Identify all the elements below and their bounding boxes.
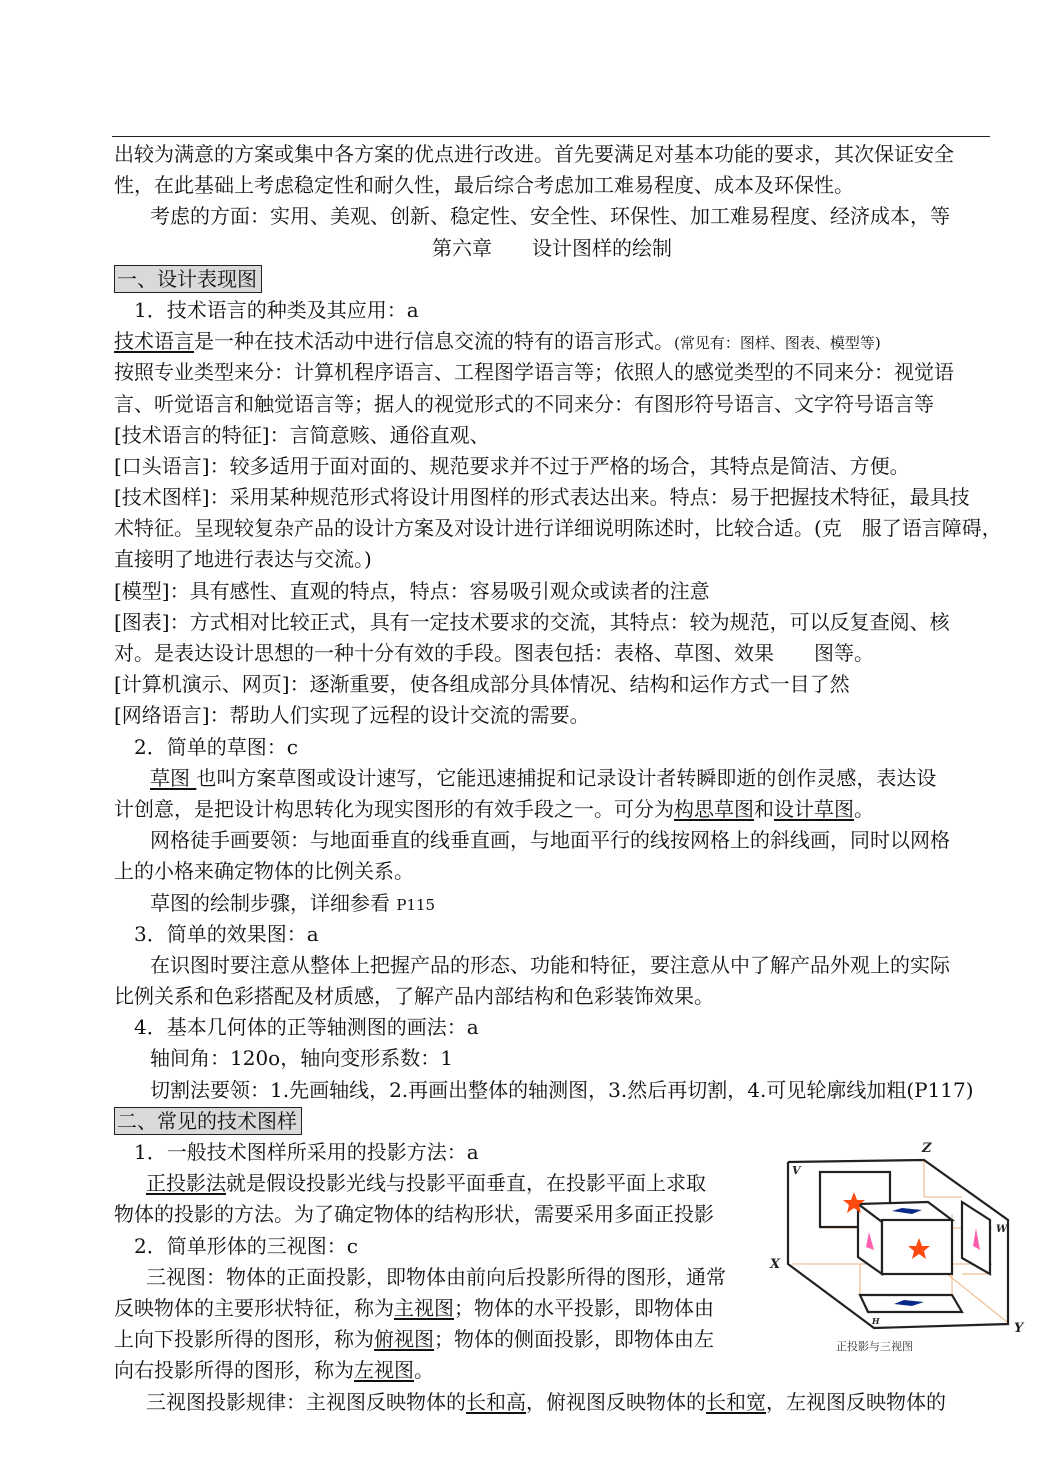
text-segment: 物体的投影的方法。为了确定物体的结构形状，需要采用多面正投影 — [114, 1202, 714, 1227]
text-line — [114, 451, 990, 482]
text-segment: 言、听觉语言和触觉语言等；据人的视觉形式的不同来分：有图形符号语言、文字符号语言等 — [114, 391, 934, 416]
text-segment: [网络语言]：帮助人们实现了远程的设计交流的需要。 — [114, 703, 590, 728]
text-line — [114, 420, 990, 451]
text-segment: P115 — [396, 895, 436, 914]
text-segment: 考虑的方面：实用、美观、创新、稳定性、安全性、环保性、加工难易程度、经济成本，等 — [150, 204, 950, 229]
text-line — [114, 825, 990, 856]
text-segment: 计创意，是把设计构思转化为现实图形的有效手段之一。可分为 — [114, 796, 674, 821]
text-line — [114, 482, 990, 513]
key-term: 正投影法 — [146, 1171, 226, 1196]
text-line — [114, 669, 990, 700]
header-rule — [112, 136, 990, 137]
text-line — [114, 295, 990, 326]
text-segment: 比例关系和色彩搭配及材质感，了解产品内部结构和色彩装饰效果。 — [114, 984, 714, 1009]
text-segment: 就是假设投影光线与投影平面垂直，在投影平面上求取 — [226, 1171, 706, 1196]
text-segment: 第六章 设计图样的绘制 — [432, 235, 672, 260]
text-segment: 对。是表达设计思想的一种十分有效的手段。图表包括：表格、草图、效果 图等。 — [114, 641, 874, 665]
text-line — [114, 700, 990, 731]
text-line — [114, 544, 990, 575]
axis-label-v: V — [792, 1164, 801, 1177]
axis-label-w: W — [996, 1224, 1008, 1235]
text-line — [114, 170, 990, 201]
text-segment: [口头语言]：较多适用于面对面的、规范要求并不过于严格的场合，其特点是简洁、方便。 — [114, 453, 910, 478]
key-term: 技术语言 — [114, 329, 194, 354]
text-segment: 三视图投影规律：主视图反映物体的 — [146, 1389, 466, 1414]
text-segment: 草图的绘制步骤，详细参看 — [150, 890, 397, 915]
text-segment: 是一种在技术活动中进行信息交流的特有的语言形式。 — [194, 329, 674, 354]
text-segment: 上的小格来确定物体的比例关系。 — [114, 859, 414, 884]
text-line — [114, 1387, 990, 1418]
text-line — [114, 201, 990, 232]
text-segment: 4．基本几何体的正等轴测图的画法：a — [134, 1015, 479, 1040]
text-segment: 切割法要领：1.先画轴线，2.再画出整体的轴测图，3.然后再切割，4.可见轮廓线加粗(P117) — [150, 1077, 974, 1102]
text-line — [114, 326, 990, 357]
text-segment: 直接明了地进行表达与交流。) — [114, 547, 372, 572]
text-line — [114, 919, 990, 950]
key-term: 设计草图 — [774, 796, 854, 821]
text-line — [114, 638, 990, 669]
text-segment: 轴间角：120o，轴向变形系数：1 — [150, 1046, 453, 1071]
text-line — [114, 1043, 990, 1074]
text-segment: 2．简单形体的三视图：c — [134, 1233, 358, 1258]
text-segment: 出较为满意的方案或集中各方案的优点进行改进。首先要满足对基本功能的要求，其次保证安全 — [114, 142, 954, 166]
key-term: 构思草图 — [674, 796, 754, 821]
key-term: 草图 — [150, 765, 197, 790]
text-segment: 3．简单的效果图：a — [134, 921, 319, 946]
text-line — [114, 1168, 778, 1199]
axis-label-x: X — [770, 1257, 781, 1272]
text-segment: ，左视图反映物体的 — [766, 1389, 946, 1414]
text-line — [114, 950, 990, 981]
key-term: 长和高 — [466, 1389, 526, 1414]
text-line — [114, 763, 990, 794]
text-segment: [技术图样]：采用某种规范形式将设计用图样的形式表达出来。特点：易于把握技术特征，最具技 — [114, 485, 970, 510]
section-heading: 二、常见的技术图样 — [114, 1107, 302, 1135]
text-segment: 1．技术语言的种类及其应用：a — [134, 297, 419, 322]
text-line — [114, 1355, 746, 1386]
key-term: 主视图 — [394, 1295, 454, 1320]
text-segment: 三视图：物体的正面投影，即物体由前向后投影所得的图形，通常 — [146, 1264, 726, 1289]
text-segment: 。 — [414, 1358, 434, 1383]
text-segment: [图表]：方式相对比较正式，具有一定技术要求的交流，其特点：较为规范，可以反复查阅、核 — [114, 609, 950, 634]
text-segment: 2．简单的草图：c — [134, 734, 298, 759]
text-line — [114, 732, 990, 763]
axis-label-z: Z — [922, 1141, 932, 1156]
text-line — [114, 576, 990, 607]
text-segment: 上向下投影所得的图形，称为 — [114, 1327, 374, 1352]
text-segment: 和 — [754, 796, 774, 821]
text-line — [114, 1137, 766, 1168]
text-line — [114, 794, 990, 825]
text-segment: 性，在此基础上考虑稳定性和耐久性，最后综合考虑加工难易程度、成本及环保性。 — [114, 173, 854, 198]
text-line — [114, 233, 990, 264]
text-line — [114, 888, 990, 919]
text-segment: 反映物体的主要形状特征，称为 — [114, 1295, 394, 1320]
section-heading: 一、设计表现图 — [114, 265, 262, 293]
key-term: 俯视图 — [374, 1327, 434, 1352]
text-segment: [技术语言的特征]：言简意赅、通俗直观、 — [114, 422, 490, 447]
text-segment: 术特征。呈现较复杂产品的设计方案及对设计进行详细说明陈述时，比较合适。(克 服了语言障碍， — [114, 516, 1002, 541]
text-line — [114, 1293, 746, 1324]
text-segment: 网格徒手画要领：与地面垂直的线垂直画，与地面平行的线按网格上的斜线画，同时以网格 — [150, 828, 950, 853]
axis-label-h: H — [872, 1316, 880, 1326]
text-line — [114, 1324, 746, 1355]
text-segment: 1．一般技术图样所采用的投影方法：a — [134, 1140, 479, 1164]
text-segment: ；物体的水平投影，即物体由 — [454, 1295, 714, 1320]
text-segment: 按照专业类型来分：计算机程序语言、工程图学语言等；依照人的感觉类型的不同来分：视觉语 — [114, 360, 954, 385]
axis-label-y: Y — [1014, 1321, 1024, 1336]
projection-figure — [762, 1132, 1038, 1358]
text-line — [114, 1075, 990, 1106]
text-line — [114, 357, 990, 388]
text-segment: [模型]：具有感性、直观的特点，特点：容易吸引观众或读者的注意 — [114, 578, 710, 603]
text-segment: ，俯视图反映物体的 — [526, 1389, 706, 1414]
text-line — [114, 981, 990, 1012]
figure-caption: 正投影与三视图 — [836, 1340, 913, 1353]
text-line — [114, 264, 990, 295]
text-line — [114, 1199, 746, 1230]
text-line — [114, 139, 990, 170]
text-line — [114, 1012, 990, 1043]
text-segment: [计算机演示、网页]：逐渐重要，使各组成部分具体情况、结构和运作方式一目了然 — [114, 672, 850, 697]
text-line — [114, 607, 990, 638]
key-term: 长和宽 — [706, 1389, 766, 1414]
text-segment: (常见有：图样、图表、模型等) — [674, 334, 881, 353]
text-line — [114, 856, 990, 887]
text-segment: 。 — [854, 796, 874, 821]
key-term: 左视图 — [354, 1358, 414, 1383]
text-segment: 向右投影所得的图形，称为 — [114, 1358, 354, 1383]
text-line — [114, 513, 1002, 544]
text-line — [114, 389, 990, 420]
text-line — [114, 1262, 778, 1293]
text-segment: 也叫方案草图或设计速写，它能迅速捕捉和记录设计者转瞬即逝的创作灵感，表达设 — [196, 765, 937, 790]
text-segment: 在识图时要注意从整体上把握产品的形态、功能和特征，要注意从中了解产品外观上的实际 — [150, 952, 950, 977]
text-line — [114, 1231, 766, 1262]
text-segment: ；物体的侧面投影，即物体由左 — [434, 1327, 714, 1352]
